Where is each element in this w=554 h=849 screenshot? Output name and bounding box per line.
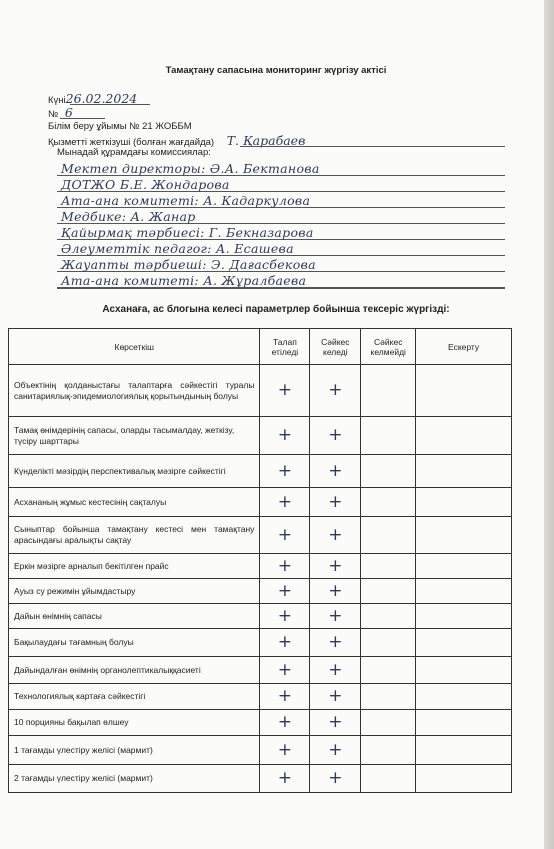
commission-member: Әлеуметтік педагог: А. Есашева <box>61 241 294 256</box>
noncompliant-cell <box>361 365 416 417</box>
noncompliant-cell <box>361 488 416 517</box>
noncompliant-cell <box>361 517 416 554</box>
note-cell <box>416 736 512 765</box>
indicator-cell: 1 тағамды үлестіру желісі (мармит) <box>9 736 260 765</box>
number-value: 6 <box>64 105 73 120</box>
note-cell <box>416 657 512 684</box>
noncompliant-cell <box>361 765 416 793</box>
indicator-cell: Дайын өнімнің сапасы <box>9 604 260 629</box>
date-value: 26.02.2024 <box>65 91 138 106</box>
date-underline <box>70 104 150 105</box>
note-cell <box>416 488 512 517</box>
commission-member: Мектеп директоры: Ә.А. Бектанова <box>61 161 320 176</box>
commission-member-row <box>57 176 505 192</box>
compliant-mark: + <box>328 425 343 445</box>
required-mark: + <box>277 425 293 445</box>
required-mark: + <box>277 632 293 652</box>
table-row <box>9 657 512 684</box>
number-underline <box>60 118 105 119</box>
required-mark: + <box>277 524 293 545</box>
indicator-cell: Ауыз су режимін ұйымдастыру <box>9 579 260 604</box>
indicator-cell: Сыныптар бойынша тамақтану кестесі мен тамақтану арасындағы аралықты сақтау <box>9 517 260 554</box>
note-cell <box>416 629 512 657</box>
commission-member-row <box>57 192 505 208</box>
table-row <box>9 455 512 488</box>
table-row <box>9 365 512 417</box>
header-indicator: Көрсеткіш <box>9 329 260 365</box>
commission-label: Мынадай құрамдағы комиссиялар: <box>57 147 211 158</box>
date-label: Күні <box>48 95 66 106</box>
note-cell <box>416 684 512 710</box>
noncompliant-cell <box>361 554 416 579</box>
note-cell <box>416 765 512 793</box>
compliant-mark: + <box>328 605 343 626</box>
provider-value: Т. Қарабаев <box>226 133 306 148</box>
commission-member-row <box>57 224 505 240</box>
noncompliant-cell <box>361 579 416 604</box>
header-compliant: Сәйкес келеді <box>310 329 361 365</box>
indicator-cell: Бақылаудағы тағамның болуы <box>9 629 260 657</box>
commission-member-row <box>57 256 505 272</box>
table-row <box>9 684 512 710</box>
noncompliant-cell <box>361 736 416 765</box>
required-mark: + <box>277 686 293 706</box>
school-line: Білім беру ұйымы № 21 ЖОББМ <box>48 121 192 132</box>
required-mark: + <box>277 739 293 760</box>
number-label: № <box>48 109 59 120</box>
header-noncompliant: Сәйкес келмейді <box>361 329 416 365</box>
table-row <box>9 710 512 736</box>
indicator-cell: Еркін мәзірге арналып бекітілген прайс <box>9 554 260 579</box>
indicator-cell: 2 тағамды үлестіру желісі (мармит) <box>9 765 260 793</box>
commission-member: ДОТЖО Б.Е. Жондарова <box>61 177 230 192</box>
compliant-mark: + <box>328 491 343 512</box>
commission-member-row <box>57 208 505 224</box>
noncompliant-cell <box>361 657 416 684</box>
compliant-mark: + <box>328 686 343 706</box>
header-note: Ескерту <box>416 329 512 365</box>
commission-member: Қайырмақ тәрбиесі: Г. Бекназарова <box>61 225 314 240</box>
provider-label: Қызметті жеткізуші (болған жағдайда) <box>48 137 215 148</box>
note-cell <box>416 365 512 417</box>
commission-member-row <box>57 272 505 288</box>
note-cell <box>416 710 512 736</box>
required-mark: + <box>277 605 293 626</box>
compliant-mark: + <box>328 580 343 601</box>
commission-member: Жауапты тәрбиеші: Э. Дағасбекова <box>61 257 316 272</box>
compliant-mark: + <box>328 460 343 481</box>
noncompliant-cell <box>361 417 416 455</box>
indicator-cell: Тамақ өнімдерінің сапасы, оларды тасымалдау, жеткізу, түсіру шарттары <box>9 417 260 455</box>
required-mark: + <box>277 580 293 601</box>
header-required: Талап етіледі <box>260 329 310 365</box>
commission-member: Ата-ана комитеті: А. Кадаркулова <box>61 193 311 208</box>
required-mark: + <box>277 380 293 400</box>
note-cell <box>416 554 512 579</box>
required-mark: + <box>277 768 293 788</box>
noncompliant-cell <box>361 455 416 488</box>
table-row <box>9 488 512 517</box>
noncompliant-cell <box>361 604 416 629</box>
provider-underline <box>240 146 505 147</box>
table-row <box>9 554 512 579</box>
commission-member: Медбике: А. Жанар <box>61 209 196 224</box>
table-header-row <box>9 329 512 365</box>
note-cell <box>416 455 512 488</box>
required-mark: + <box>277 659 293 680</box>
table-row <box>9 765 512 793</box>
section-title: Асханаға, ас блогына келесі параметрлер бойынша тексеріс жүргізді: <box>102 304 450 315</box>
required-mark: + <box>277 555 293 576</box>
commission-member-row <box>57 160 505 176</box>
blank-underline <box>57 288 505 289</box>
indicator-cell: 10 порцияны бақылап өлшеу <box>9 710 260 736</box>
note-cell <box>416 579 512 604</box>
compliant-mark: + <box>328 659 343 680</box>
indicator-cell: Асхананың жұмыс кестесінің сақталуы <box>9 488 260 517</box>
page-edge-shadow <box>544 0 554 849</box>
compliant-mark: + <box>328 739 343 760</box>
commission-member: Ата-ана комитеті: А. Жұралбаева <box>61 273 307 288</box>
required-mark: + <box>277 460 293 481</box>
table-row <box>9 417 512 455</box>
table-row <box>9 629 512 657</box>
table-row <box>9 579 512 604</box>
note-cell <box>416 604 512 629</box>
indicator-cell: Күнделікті мәзірдің перспективалық мәзірге сәйкестігі <box>9 455 260 488</box>
noncompliant-cell <box>361 629 416 657</box>
indicator-cell: Технологиялық картаға сәйкестігі <box>9 684 260 710</box>
table-row <box>9 736 512 765</box>
indicator-cell: Дайындалған өнімнің органолептикалыққасиеті <box>9 657 260 684</box>
compliant-mark: + <box>328 632 343 652</box>
table-row <box>9 517 512 554</box>
inspection-table <box>8 328 512 793</box>
required-mark: + <box>277 491 293 512</box>
compliant-mark: + <box>328 768 343 788</box>
compliant-mark: + <box>328 380 343 400</box>
noncompliant-cell <box>361 710 416 736</box>
table-row <box>9 604 512 629</box>
note-cell <box>416 417 512 455</box>
noncompliant-cell <box>361 684 416 710</box>
compliant-mark: + <box>328 555 343 576</box>
document-title: Тамақтану сапасына мониторинг жүргізу актісі <box>165 65 387 76</box>
required-mark: + <box>277 712 293 732</box>
note-cell <box>416 517 512 554</box>
compliant-mark: + <box>328 524 343 545</box>
compliant-mark: + <box>328 712 343 732</box>
indicator-cell: Объектінің қолданыстағы талаптарға сәйкестігі туралы санитариялық-эпидемиологиялық қорытындының болуы <box>9 365 260 417</box>
commission-member-row <box>57 240 505 256</box>
